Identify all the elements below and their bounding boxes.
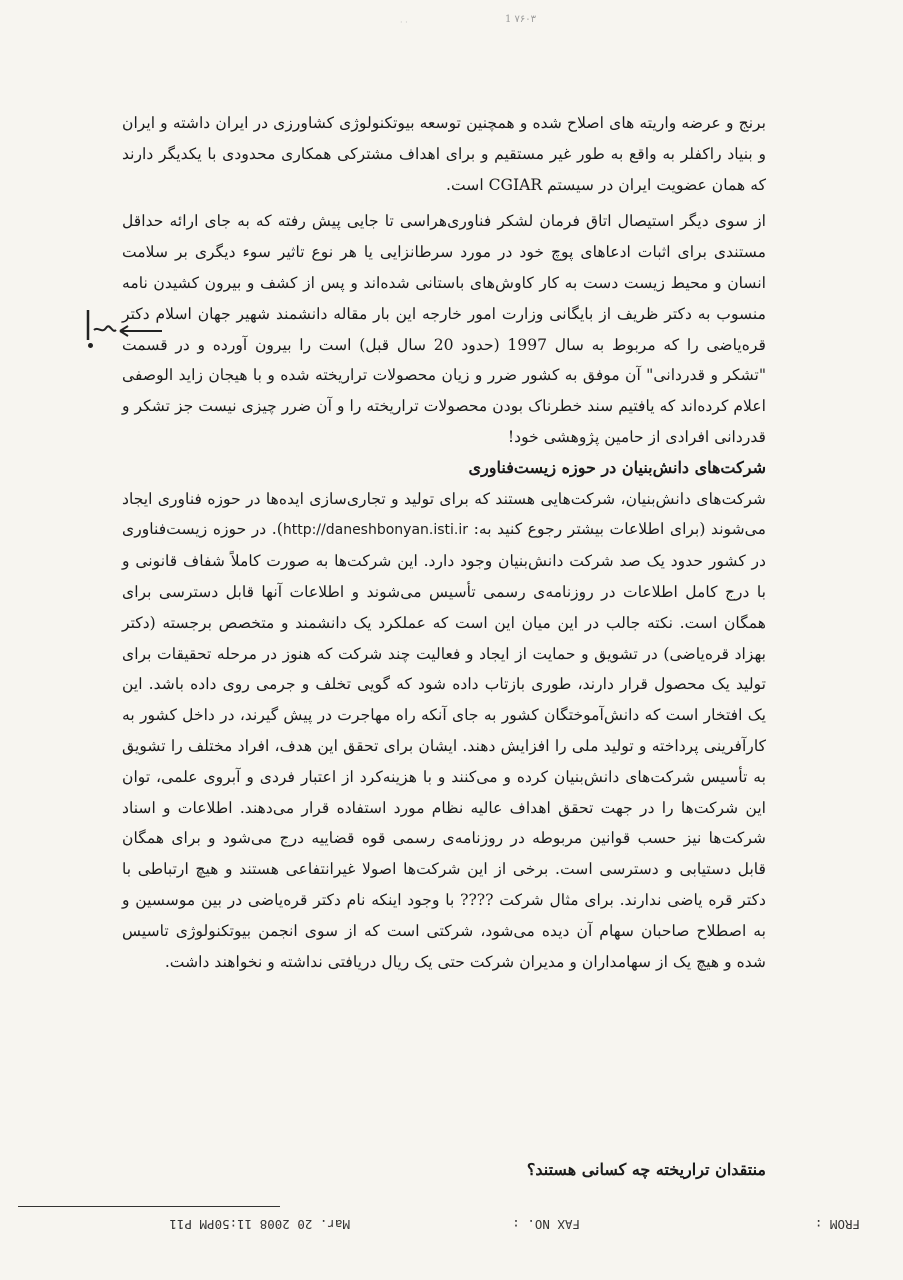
paragraph-2: از سوی دیگر استیصال اتاق فرمان لشکر فناوری‌هراسی تا جایی پیش رفته که به جای ارائه حداقل مستندی برای اثبات ادعاهای پوچ خود در مورد سرطانزایی یا هر نوع تاثیر سوء دیگری بر سلامت انسان و محیط زیست دست به کار کاوش‌های باستانی شده‌اند و پس از کشف و بیرون کشیدن نامه منسوب به دکتر ظریف از بایگانی وزارت امور خارجه این بار مقاله دانشمند شهیر جهان اسلام دکتر قره‌یاضی را که مربوط به سال 1997 (حدود 20 سال قبل) است را بیرون آورده و در قسمت "تشکر و قدردانی" آن موفق به کشور ضرر و زیان محصولات تراریخته شده و با هیجان زاید الوصفی اعلام کرده‌اند که یافتیم سند خطرناک بودن محصولات تراریخته را و آن ضرر چیزی نیست جز تشکر و قدردانی افرادی از حامین پژوهشی خود! bbox=[122, 212, 766, 446]
fax-date-time: Mar. 20 2008 11:50PM P11 bbox=[169, 1217, 350, 1232]
section-heading-knowledge-based-companies: شرکت‌های دانش‌بنیان در حوزه زیست‌فناوری bbox=[468, 457, 766, 477]
section-heading-critics: منتقدان تراریخته چه کسانی هستند؟ bbox=[526, 1160, 766, 1180]
paragraph-3-before-url: شرکت‌های دانش‌بنیان، شرکت‌هایی هستند که برای تولید و تجاری‌سازی ایده‌ها در حوزه فناوری ایجاد می‌شوند (برای اطلاعات بیشتر رجوع کنید به: bbox=[122, 489, 767, 539]
footer-rule bbox=[18, 1206, 280, 1207]
paragraph-1: برنج و عرضه واریته های اصلاح شده و همچنین توسعه بیوتکنولوژی کشاورزی در ایران داشته و ایران و بنیاد راکفلر به واقع به طور غیر مستقیم و برای اهداف مشترکی همکاری محدودی با یکدیگر دارند که همان عضویت ایران در سیستم CGIAR است. bbox=[122, 114, 766, 194]
scan-speckle: · · bbox=[400, 18, 408, 27]
fax-from-label: FROM : bbox=[814, 1217, 860, 1232]
document-body bbox=[122, 108, 766, 1186]
reference-url: http://daneshbonyan.isti.ir bbox=[282, 522, 469, 539]
paragraph-3 bbox=[122, 484, 766, 978]
fax-footer bbox=[80, 1212, 860, 1232]
paragraph-3-after-url: ). در حوزه زیست‌فناوری در کشور حدود یک صد شرکت دانش‌بنیان وجود دارد. این شرکت‌ها به صورت کاملاً شفاف قانونی و با درج کامل اطلاعات در روزنامه‌ی رسمی تأسیس می‌شوند و اطلاعات آنها قابل دسترسی برای همگان است. نکته جالب در این میان این است که عملکرد یک دانشمند و متخصص برجسته (دکتر بهزاد قره‌یاضی) در تشویق و حمایت از ایجاد و فعالیت چند شرکت که هنوز در مرحله تحقیقات برای تولید یک محصول قرار دارند، طوری بازتاب داده شود که گویی تخلف و جرمی روی داده باشد. این یک افتخار است که دانش‌آموختگان کشور به جای آنکه راه مهاجرت در پیش گیرند، در داخل کشور به کارآفرینی پرداخته و تولید ملی را افزایش دهند. ایشان برای تحقق این هدف، افراد مختلف را تشویق به تأسیس شرکت‌های دانش‌بنیان کرده و می‌کنند و با هزینه‌کرد از اعتبار فردی و آبروی علمی، توان این شرکت‌ها را در جهت تحقق اهداف عالیه نظام مورد استفاده قرار می‌دهند. اطلاعات و اسناد شرکت‌ها نیز حسب قوانین مربوطه در روزنامه‌ی رسمی قوه قضاییه درج می‌شود و برای همگان قابل دستیابی و دسترسی است. برخی از این شرکت‌ها اصولا غیرانتفاعی هستند و هیچ ارتباطی با دکتر قره یاضی ندارند. برای مثال شرکت ???? با وجود اینکه نام دکتر قره‌یاضی در بین موسسین و به اصطلاح صاحبان سهام آن دیده می‌شود، شرکتی است که از سوی انجمن بیوتکنولوژی تاسیس شده و هیچ یک از سهامداران و مدیران شرکت حتی یک ریال دریافتی نداشته و نخواهند داشت. bbox=[122, 520, 766, 971]
ink-dot bbox=[88, 343, 93, 348]
page-mark: 1 ۷۶۰۳ bbox=[505, 14, 537, 25]
fax-number-label: FAX NO. : bbox=[512, 1217, 580, 1232]
